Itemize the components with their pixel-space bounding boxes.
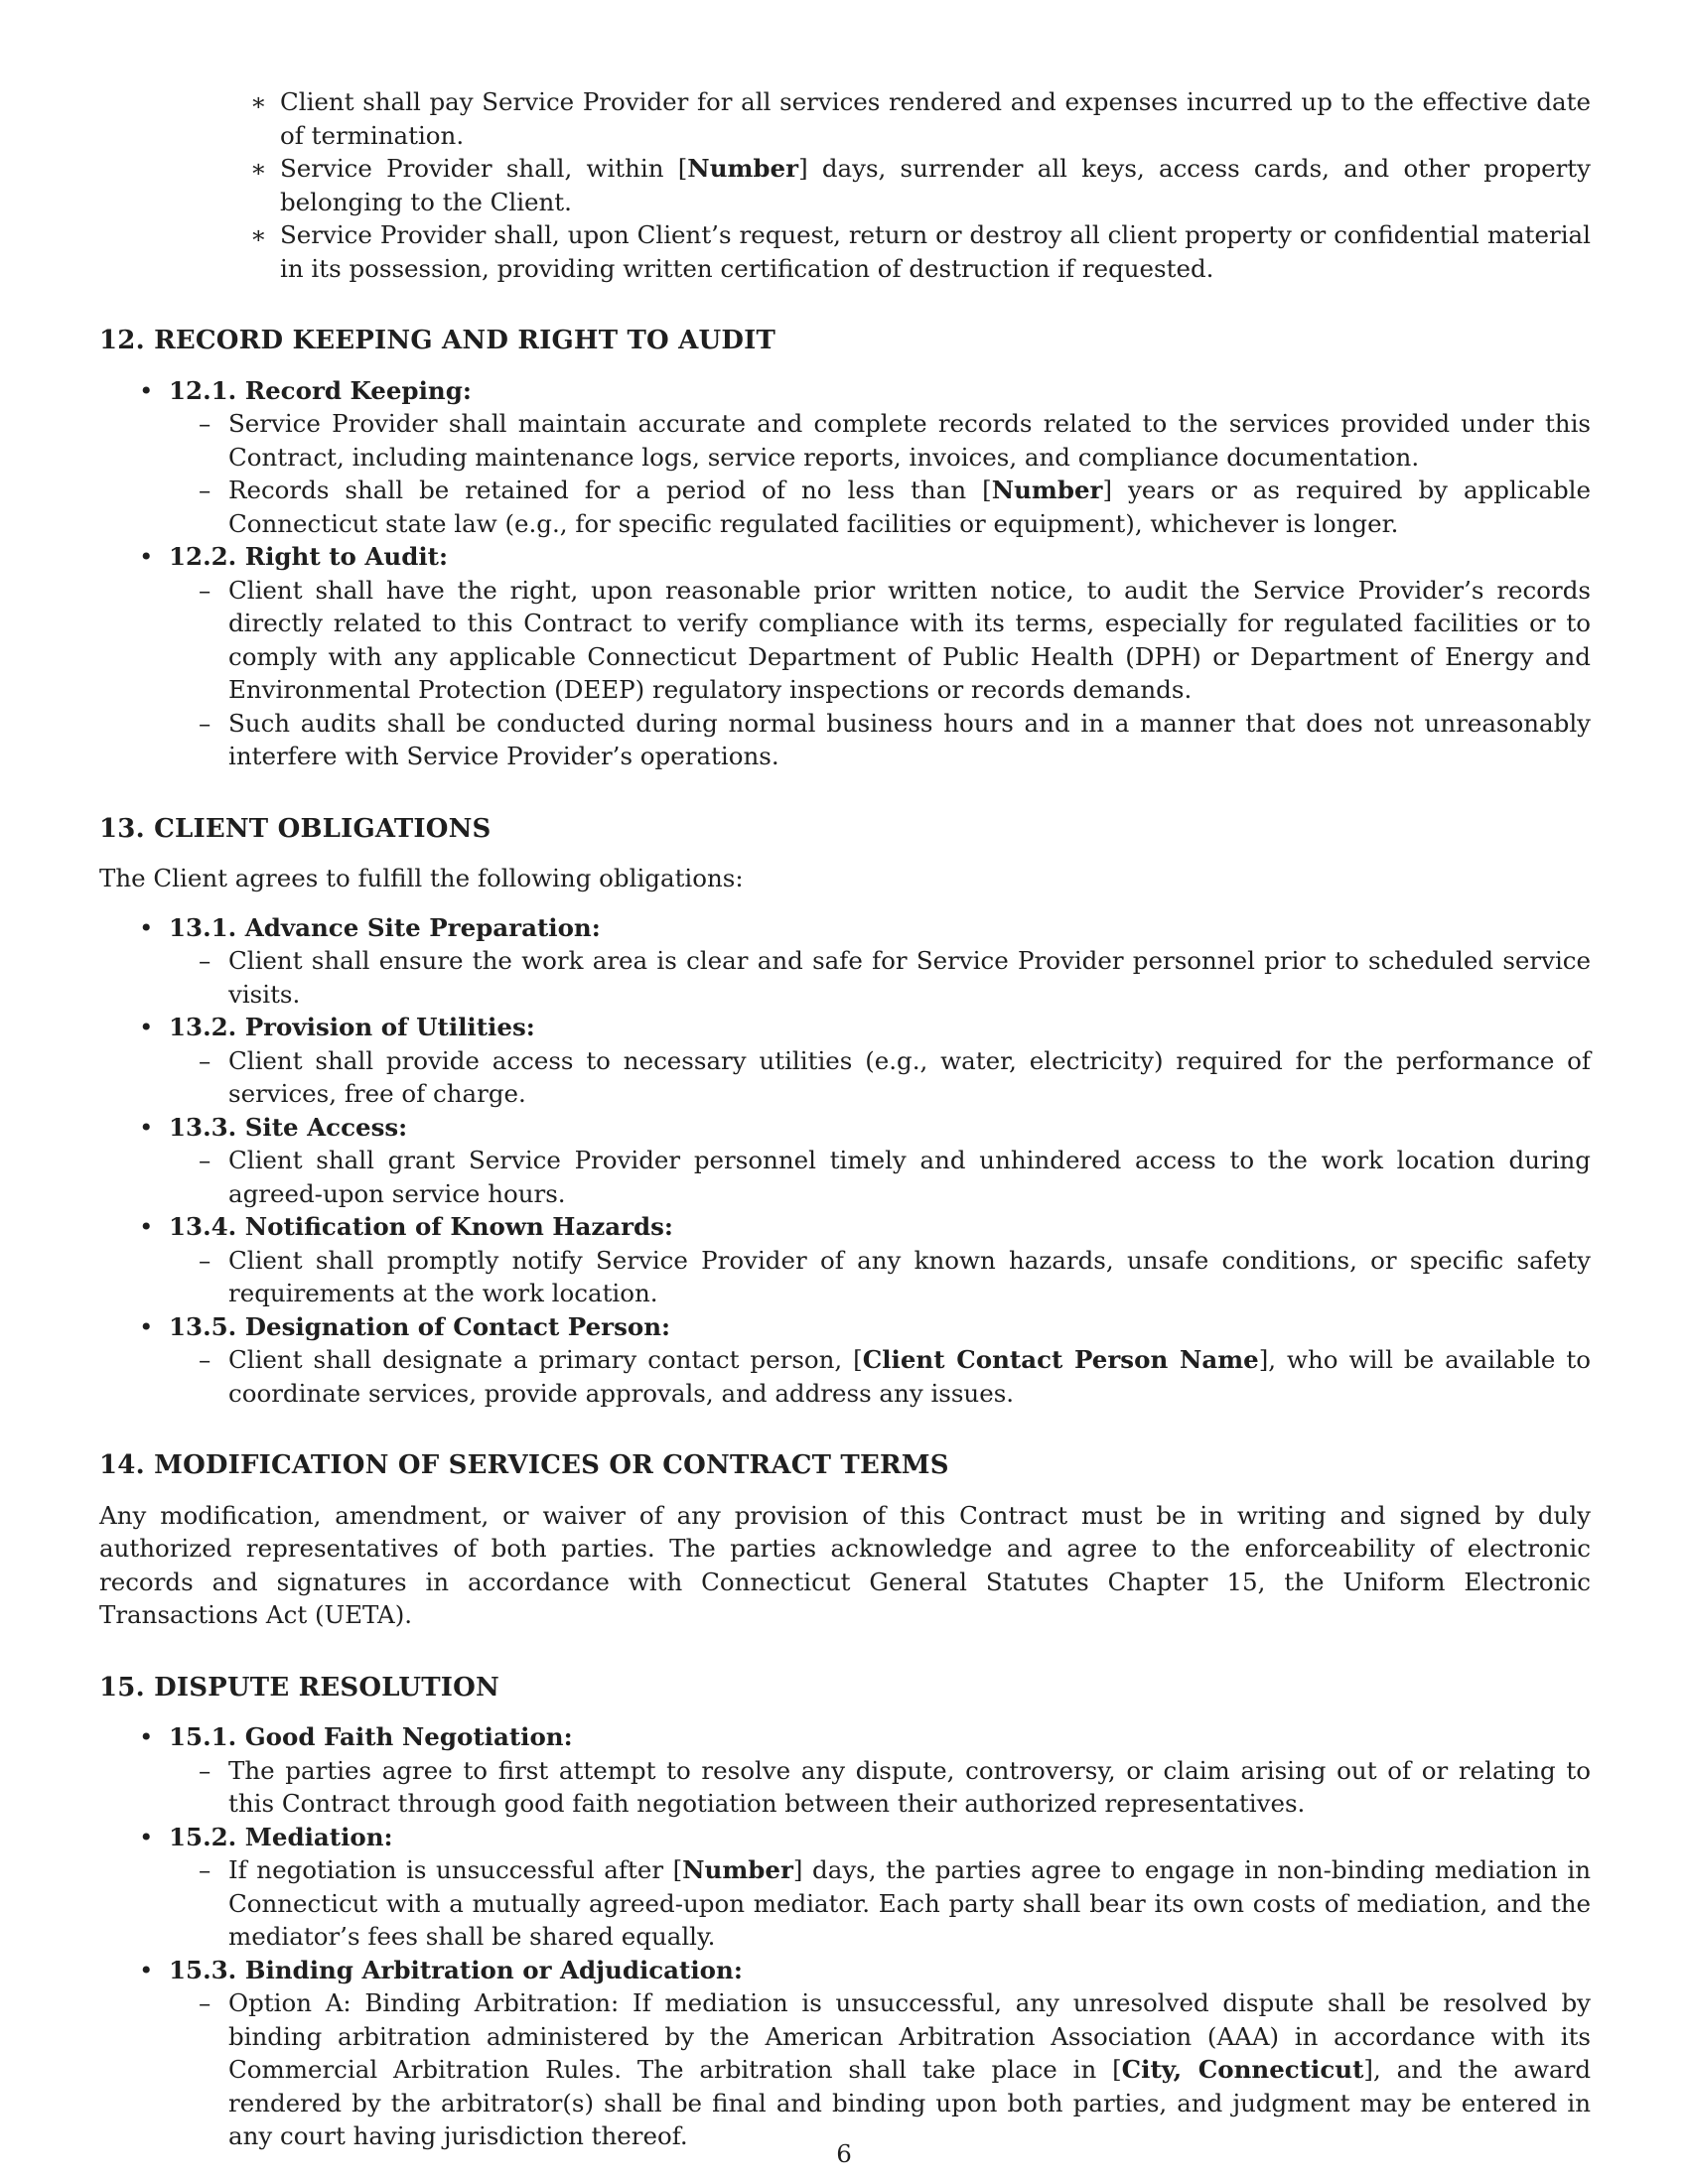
clause-13-2 [169,1011,1591,1111]
clause-title: • 13.3. Site Access: [169,1112,408,1142]
section-13-heading: 13. CLIENT OBLIGATIONS [99,813,492,844]
section-13-intro: The Client agrees to fulfill the following obligations: [99,864,744,892]
list-item: – Client shall have the right, upon reasonable prior written notice, to audit the Service Provider’s records directly related to this Contract to verify compliance with its terms, especially for regulated facilities or to comply with any applicable Connecticut Department of Public Health (DPH) or Department of Energy and Environmental Protection (DEEP) regulatory inspections or records demands. [228,574,1591,707]
clause-12-2 [169,540,1591,773]
list-item: – Client shall designate a primary contact person, [Client Contact Person Name], who will be available to coordinate services, provide approvals, and address any issues. [228,1343,1591,1410]
clause-title: • 13.2. Provision of Utilities: [169,1013,535,1041]
list-item: ∗ Service Provider shall, within [Number] days, surrender all keys, access cards, and other property belonging to the Client. [280,152,1591,218]
clause-13-3 [169,1111,1591,1211]
section-12-list [169,374,1591,773]
page-number: 6 [836,2139,852,2168]
clause-12-1 [169,374,1591,541]
clause-15-2 [169,1821,1591,1954]
list-item: – Client shall grant Service Provider personnel timely and unhindered access to the work location during agreed-upon service hours. [228,1144,1591,1210]
section-15-list [169,1720,1591,2153]
list-item: – Such audits shall be conducted during normal business hours and in a manner that does not unreasonably interfere with Service Provider’s operations. [228,707,1591,773]
list-item: – Option A: Binding Arbitration: If mediation is unsuccessful, any unresolved dispute shall be resolved by binding arbitration administered by the American Arbitration Association (AAA) in accordance with its Commercial Arbitration Rules. The arbitration shall take place in [City, Connecticut], and the award rendered by the arbitrator(s) shall be final and binding upon both parties, and judgment may be entered in any court having jurisdiction thereof. [228,1986,1591,2153]
section-14-heading: 14. MODIFICATION OF SERVICES OR CONTRACT TERMS [99,1450,949,1480]
list-item: – Service Provider shall maintain accurate and complete records related to the services provided under this Contract, including maintenance logs, service reports, invoices, and compliance documentation. [228,407,1591,474]
clause-title: • 13.1. Advance Site Preparation: [169,912,601,942]
section-15-heading: 15. DISPUTE RESOLUTION [99,1672,499,1703]
list-item: – Client shall promptly notify Service Provider of any known hazards, unsafe conditions, or specific safety requirements at the work location. [228,1244,1591,1310]
list-item: ∗ Service Provider shall, upon Client’s request, return or destroy all client property or confidential material in its possession, providing written certification of destruction if requested. [280,218,1591,285]
clause-title: • 12.2. Right to Audit: [169,542,448,571]
clause-15-1 [169,1720,1591,1821]
section-14-body: Any modification, amendment, or waiver of any provision of this Contract must be in writing and signed by duly authorized representatives of both parties. The parties acknowledge and agree to the enforceability of electronic records and signatures in accordance with Connecticut General Statutes Chapter 15, the Uniform Electronic Transactions Act (UETA). [99,1500,1591,1629]
list-item: ∗ Client shall pay Service Provider for all services rendered and expenses incurred up to the effective date of termination. [280,85,1591,152]
section-13-list [169,911,1591,1411]
clause-13-1 [169,911,1591,1012]
termination-continuation-list [280,85,1591,285]
clause-15-3 [169,1954,1591,2153]
list-item: – Records shall be retained for a period of no less than [Number] years or as required by applicable Connecticut state law (e.g., for specific regulated facilities or equipment), whichever is longer. [228,474,1591,540]
list-item: – Client shall ensure the work area is clear and safe for Service Provider personnel prior to scheduled service visits. [228,944,1591,1011]
document-page [99,85,1591,2153]
clause-13-4 [169,1210,1591,1310]
clause-title: • 15.3. Binding Arbitration or Adjudication: [169,1955,743,1984]
clause-title: • 15.1. Good Faith Negotiation: [169,1722,573,1751]
list-item: – If negotiation is unsuccessful after [Number] days, the parties agree to engage in non-binding mediation in Connecticut with a mutually agreed-upon mediator. Each party shall bear its own costs of mediation, and the mediator’s fees shall be shared equally. [228,1853,1591,1954]
list-item: – The parties agree to first attempt to resolve any dispute, controversy, or claim arising out of or relating to this Contract through good faith negotiation between their authorized representatives. [228,1754,1591,1821]
clause-title: • 12.1. Record Keeping: [169,375,472,405]
clause-title: • 13.4. Notification of Known Hazards: [169,1212,673,1241]
clause-title: • 13.5. Designation of Contact Person: [169,1311,671,1341]
list-item: – Client shall provide access to necessary utilities (e.g., water, electricity) required for the performance of services, free of charge. [228,1044,1591,1111]
clause-title: • 15.2. Mediation: [169,1822,393,1851]
clause-13-5 [169,1310,1591,1411]
section-12-heading: 12. RECORD KEEPING AND RIGHT TO AUDIT [99,326,776,355]
